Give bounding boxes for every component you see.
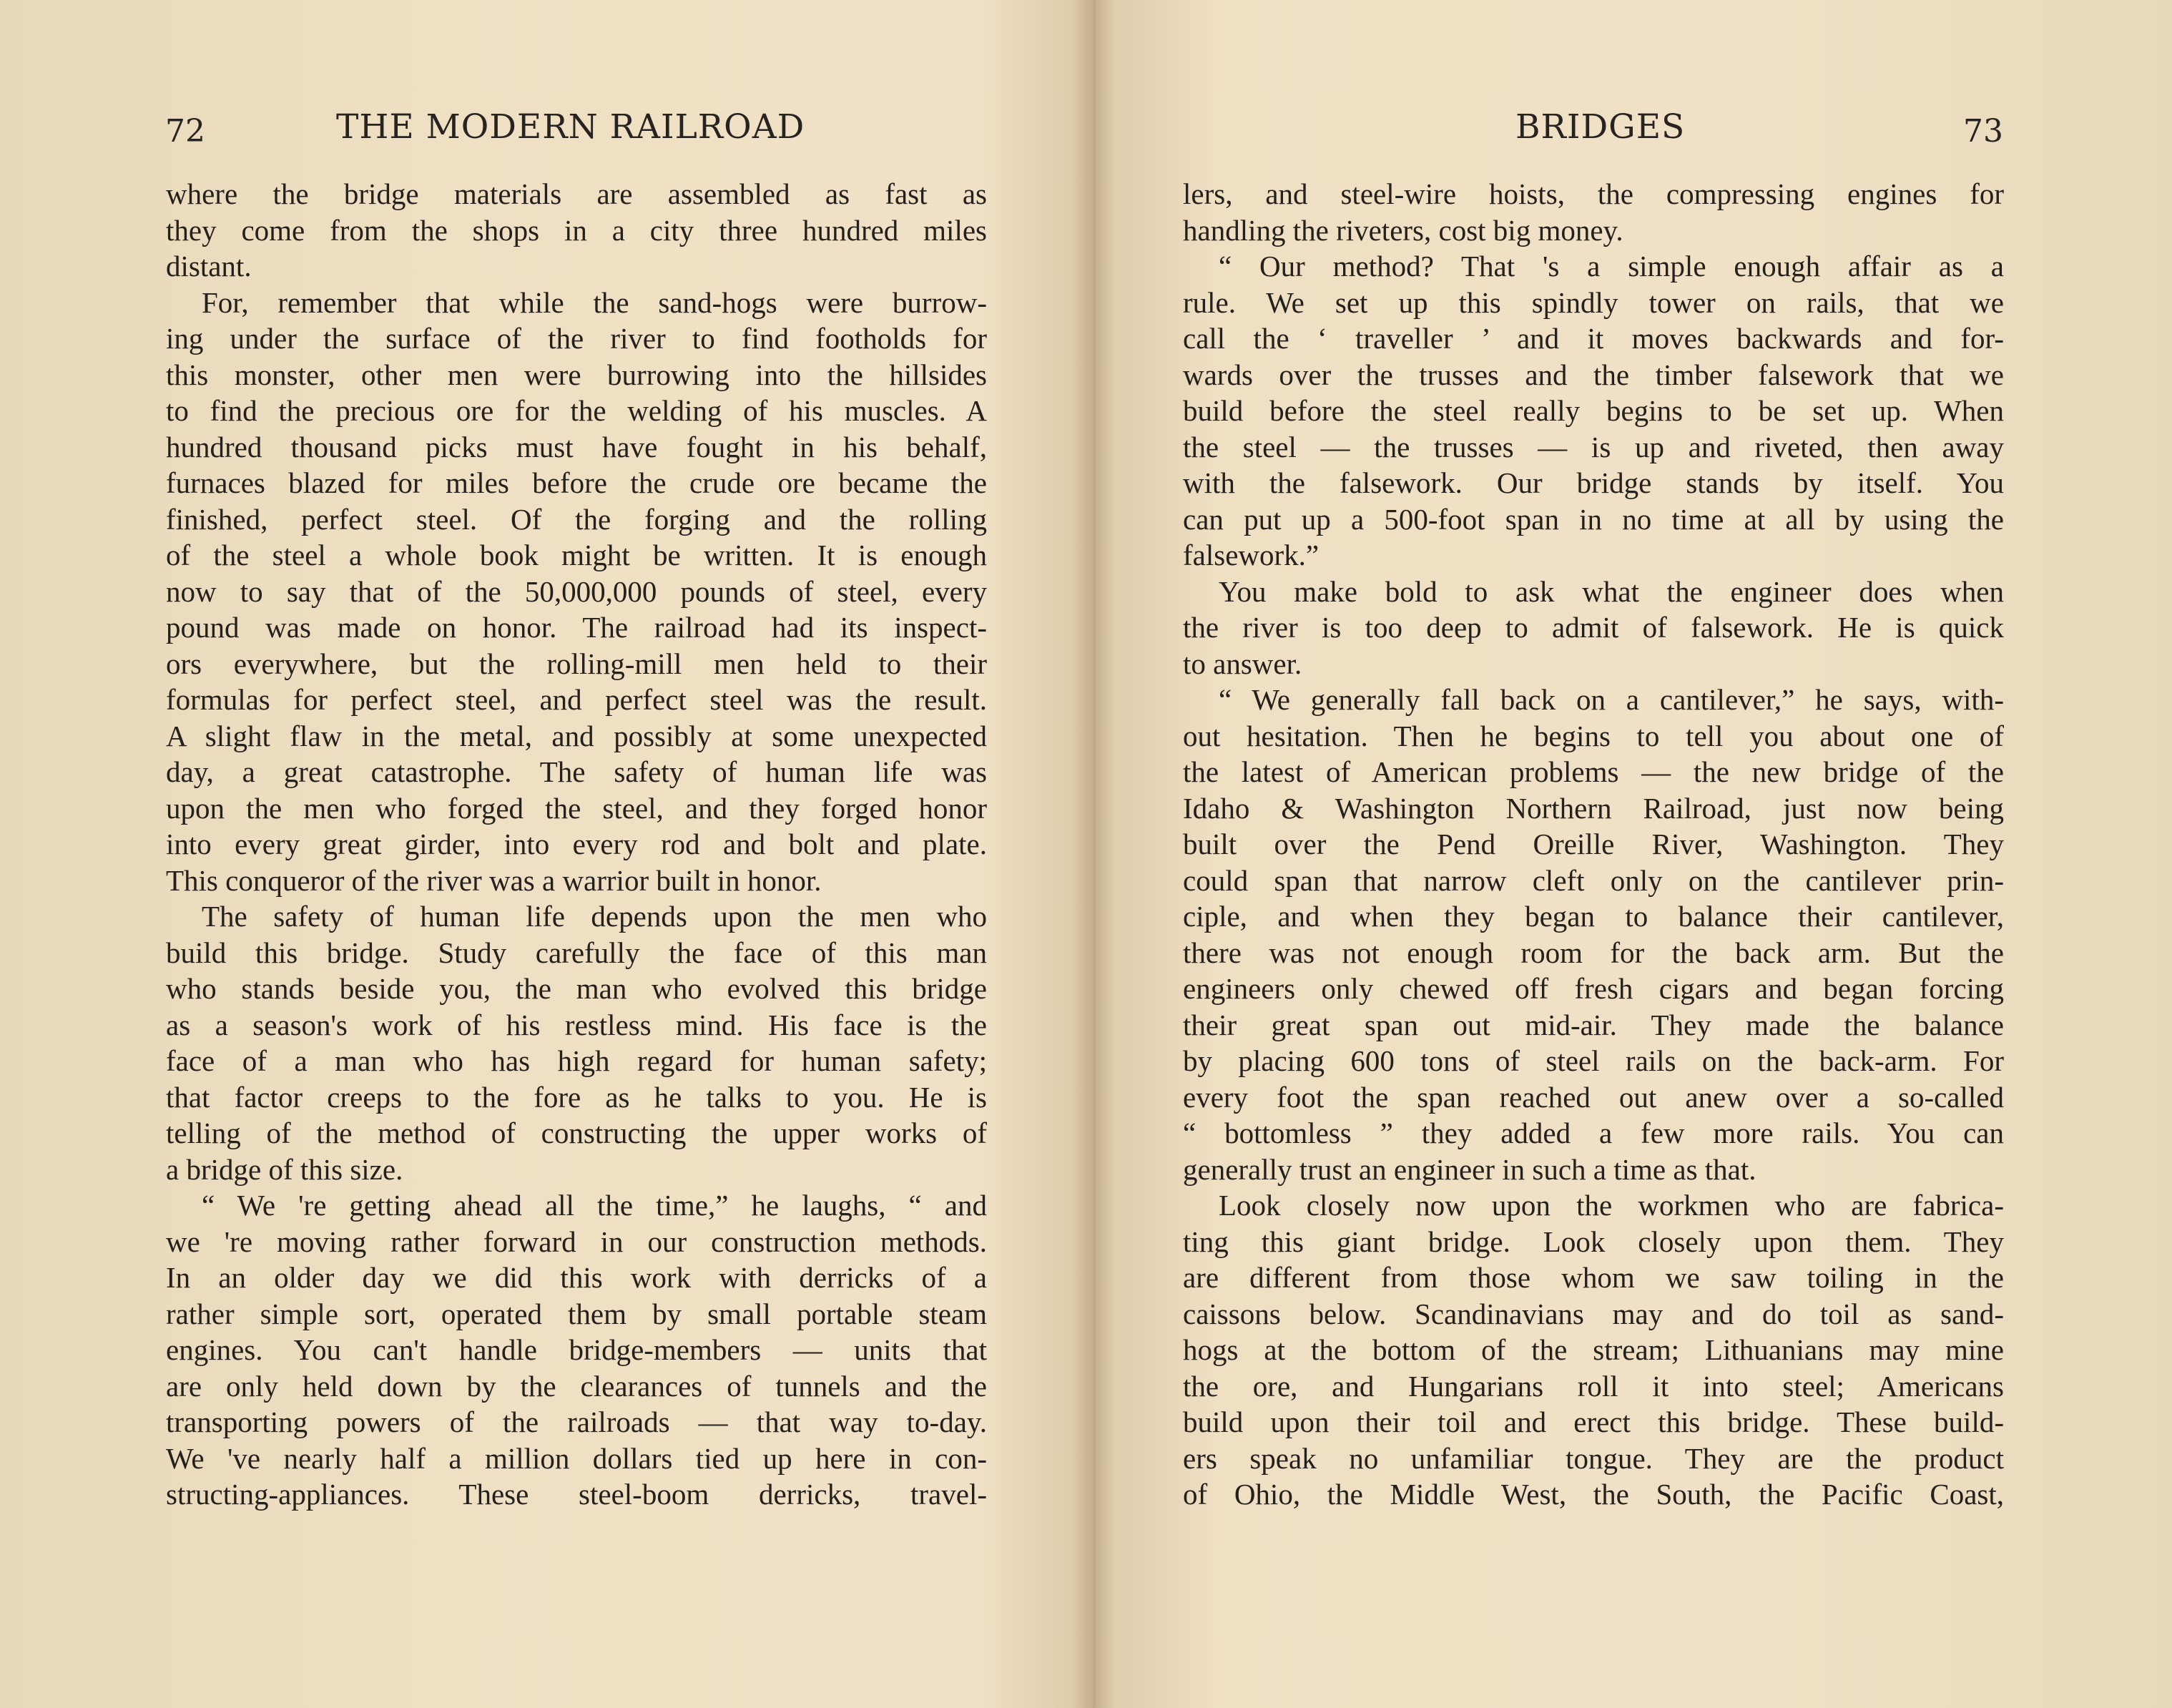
text-line: ting this giant bridge. Look closely upon them. They bbox=[1183, 1224, 2004, 1258]
text-line: that factor creeps to the fore as he talks to you. He is bbox=[166, 1080, 987, 1114]
text-line: “ Our method? That 's a simple enough affair as a bbox=[1219, 250, 2004, 283]
left-page-number: 72 bbox=[165, 113, 205, 149]
text-line: This conqueror of the river was a warrior built in honor. bbox=[166, 863, 822, 897]
right-page bbox=[1086, 0, 2172, 1708]
text-line: to answer. bbox=[1183, 647, 1302, 680]
text-line: to find the precious ore for the welding of his muscles. A bbox=[166, 394, 987, 427]
text-line: the steel — the trusses — is up and riveted, then away bbox=[1183, 430, 2004, 463]
text-line: their great span out mid-air. They made the balance bbox=[1183, 1008, 2004, 1041]
text-line: “ bottomless ” they added a few more rails. You can bbox=[1183, 1116, 2004, 1149]
text-line: the latest of American problems — the new bridge of the bbox=[1183, 755, 2004, 788]
left-running-head: THE MODERN RAILROAD bbox=[336, 107, 805, 147]
left-body-text bbox=[166, 176, 987, 1513]
text-line: Idaho & Washington Northern Railroad, just now being bbox=[1183, 791, 2004, 825]
text-line: face of a man who has high regard for human safety; bbox=[166, 1044, 987, 1077]
text-line: into every great girder, into every rod and bolt and plate. bbox=[166, 828, 987, 860]
text-line: falsework.” bbox=[1183, 539, 1320, 571]
text-line: built over the Pend Oreille River, Washington. They bbox=[1183, 828, 2004, 860]
text-line: wards over the trusses and the timber falsework that we bbox=[1183, 358, 2004, 391]
text-line: rather simple sort, operated them by small portable steam bbox=[166, 1297, 987, 1330]
text-line: are only held down by the clearances of tunnels and the bbox=[166, 1369, 987, 1403]
text-line: engines. You can't handle bridge-members — units that bbox=[166, 1333, 987, 1366]
text-line: this monster, other men were burrowing into the hillsides bbox=[166, 358, 987, 391]
text-line: lers, and steel-wire hoists, the compressing engines for bbox=[1183, 177, 2004, 210]
text-line: distant. bbox=[166, 250, 252, 283]
text-line: We 've nearly half a million dollars tied up here in con- bbox=[166, 1441, 987, 1475]
text-line: furnaces blazed for miles before the crude ore became the bbox=[166, 466, 987, 499]
text-line: finished, perfect steel. Of the forging and the rolling bbox=[166, 502, 987, 536]
text-line: You make bold to ask what the engineer does when bbox=[1219, 574, 2004, 608]
text-line: the river is too deep to admit of falsework. He is quick bbox=[1183, 611, 2004, 644]
text-line: The safety of human life depends upon the men who bbox=[202, 900, 987, 933]
text-line: formulas for perfect steel, and perfect steel was the result. bbox=[166, 683, 987, 716]
text-line: pound was made on honor. The railroad had its inspect- bbox=[166, 611, 987, 644]
text-line: structing-appliances. These steel-boom derricks, travel- bbox=[166, 1478, 987, 1511]
text-line: generally trust an engineer in such a time as that. bbox=[1183, 1152, 1756, 1186]
text-line: can put up a 500-foot span in no time at all by using the bbox=[1183, 502, 2004, 536]
right-running-head: BRIDGES bbox=[1515, 107, 1686, 147]
text-line: where the bridge materials are assembled as fast as bbox=[166, 177, 987, 210]
text-line: build this bridge. Study carefully the face of this man bbox=[166, 936, 987, 969]
text-line: day, a great catastrophe. The safety of human life was bbox=[166, 755, 987, 788]
text-line: out hesitation. Then he begins to tell you about one of bbox=[1183, 719, 2004, 752]
text-line: call the ‘ traveller ’ and it moves backwards and for- bbox=[1183, 322, 2004, 355]
text-line: they come from the shops in a city three hundred miles bbox=[166, 213, 987, 247]
text-line: Look closely now upon the workmen who are fabrica- bbox=[1219, 1189, 2004, 1222]
text-line: now to say that of the 50,000,000 pounds of steel, every bbox=[166, 574, 987, 608]
text-line: “ We 're getting ahead all the time,” he laughs, “ and bbox=[202, 1189, 987, 1222]
text-line: by placing 600 tons of steel rails on the back-arm. For bbox=[1183, 1044, 2004, 1077]
text-line: we 're moving rather forward in our construction methods. bbox=[166, 1224, 987, 1258]
text-line: build before the steel really begins to be set up. When bbox=[1183, 394, 2004, 427]
text-line: who stands beside you, the man who evolved this bridge bbox=[166, 972, 987, 1005]
text-line: For, remember that while the sand-hogs were burrow- bbox=[202, 285, 987, 319]
text-line: with the falsework. Our bridge stands by itself. You bbox=[1183, 466, 2004, 499]
right-page-number: 73 bbox=[1963, 113, 2003, 149]
text-line: “ We generally fall back on a cantilever,” he says, with- bbox=[1219, 683, 2004, 716]
text-line: A slight flaw in the metal, and possibly at some unexpected bbox=[166, 719, 987, 752]
text-line: rule. We set up this spindly tower on rails, that we bbox=[1183, 285, 2004, 319]
text-line: ers speak no unfamiliar tongue. They are the product bbox=[1183, 1441, 2004, 1475]
text-line: ing under the surface of the river to find footholds for bbox=[166, 322, 987, 355]
text-line: engineers only chewed off fresh cigars and began forcing bbox=[1183, 972, 2004, 1005]
text-line: a bridge of this size. bbox=[166, 1152, 403, 1186]
right-body-text bbox=[1183, 176, 2004, 1513]
text-line: transporting powers of the railroads — that way to-day. bbox=[166, 1405, 987, 1438]
text-line: telling of the method of constructing the upper works of bbox=[166, 1116, 987, 1149]
text-line: caissons below. Scandinavians may and do toil as sand- bbox=[1183, 1297, 2004, 1330]
text-line: ors everywhere, but the rolling-mill men held to their bbox=[166, 647, 987, 680]
text-line: are different from those whom we saw toiling in the bbox=[1183, 1261, 2004, 1294]
text-line: ciple, and when they began to balance their cantilever, bbox=[1183, 900, 2004, 933]
text-line: upon the men who forged the steel, and they forged honor bbox=[166, 791, 987, 825]
text-line: build upon their toil and erect this bridge. These build- bbox=[1183, 1405, 2004, 1438]
text-line: of the steel a whole book might be written. It is enough bbox=[166, 539, 987, 571]
text-line: the ore, and Hungarians roll it into steel; Americans bbox=[1183, 1369, 2004, 1403]
text-line: hundred thousand picks must have fought in his behalf, bbox=[166, 430, 987, 463]
text-line: as a season's work of his restless mind. His face is the bbox=[166, 1008, 987, 1041]
text-line: of Ohio, the Middle West, the South, the Pacific Coast, bbox=[1183, 1478, 2004, 1511]
text-line: hogs at the bottom of the stream; Lithuanians may mine bbox=[1183, 1333, 2004, 1366]
text-line: could span that narrow cleft only on the cantilever prin- bbox=[1183, 863, 2004, 897]
text-line: handling the riveters, cost big money. bbox=[1183, 213, 1623, 247]
text-line: there was not enough room for the back arm. But the bbox=[1183, 936, 2004, 969]
text-line: every foot the span reached out anew over a so-called bbox=[1183, 1080, 2004, 1114]
text-line: In an older day we did this work with derricks of a bbox=[166, 1261, 987, 1294]
